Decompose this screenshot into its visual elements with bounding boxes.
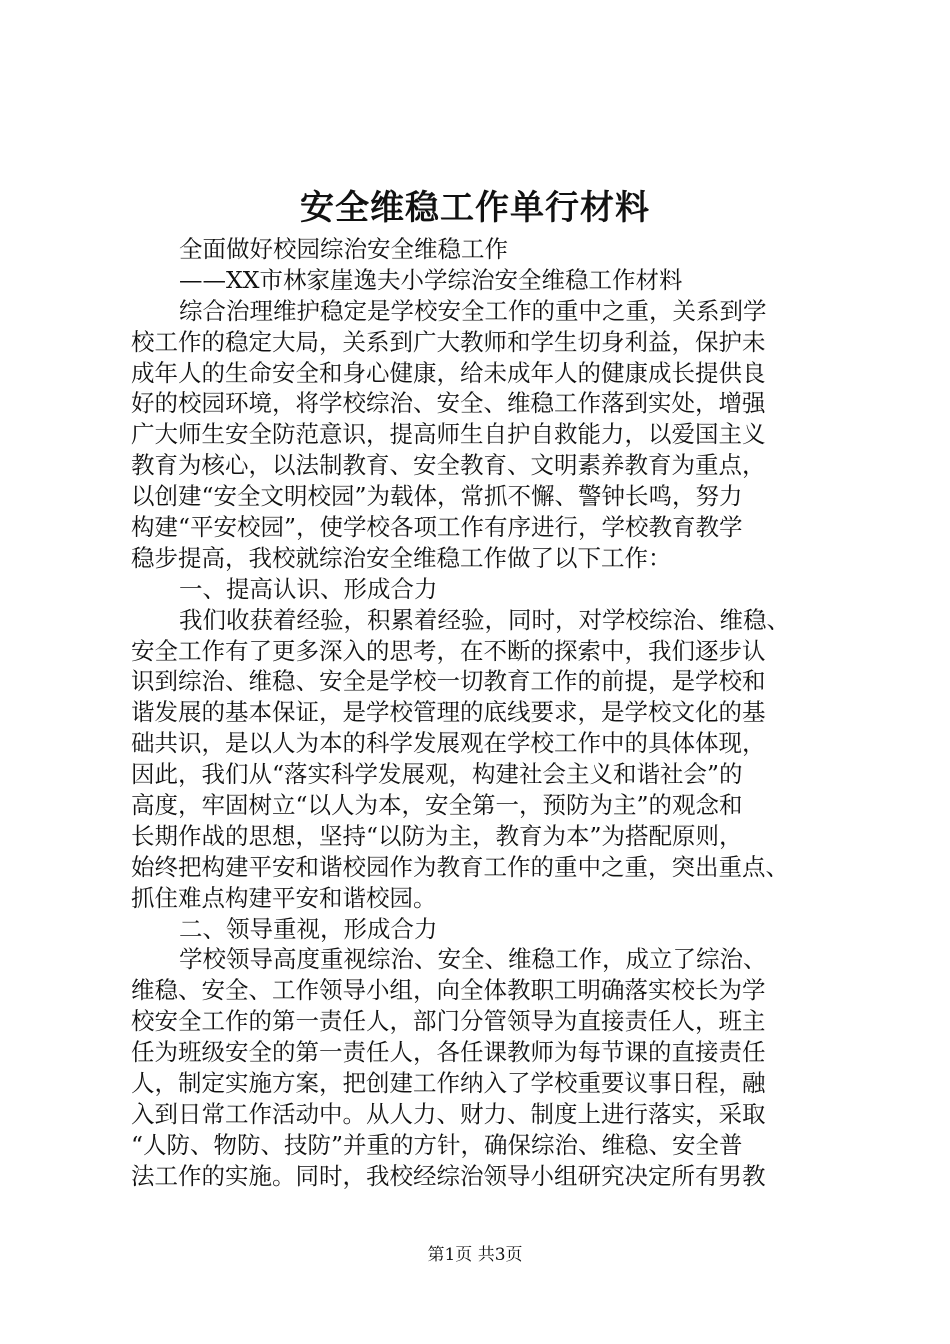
text-line: 入到日常工作活动中。从人力、财力、制度上进行落实，采取	[131, 1099, 766, 1128]
text-line: 一、提高认识、形成合力	[179, 574, 438, 603]
text-line: 长期作战的思想，坚持“以防为主，教育为本”为搭配原则，	[131, 821, 743, 850]
text-line: 全面做好校园综治安全维稳工作	[179, 235, 508, 263]
text-line: 二、领导重视，形成合力	[179, 914, 438, 943]
text-line: 成年人的生命安全和身心健康，给未成年人的健康成长提供良	[131, 358, 766, 387]
text-line: 维稳、安全、工作领导小组，向全体教职工明确落实校长为学	[131, 976, 766, 1005]
text-line: 抓住难点构建平安和谐校园。	[131, 883, 437, 912]
page-footer: 第1页 共3页	[427, 1245, 523, 1265]
text-line: 以创建“安全文明校园”为载体，常抓不懈、警钟长鸣，努力	[131, 482, 743, 511]
text-line: 高度，牢固树立“以人为本，安全第一，预防为主”的观念和	[131, 791, 743, 820]
text-line: ——XX市林家崖逸夫小学综治安全维稳工作材料	[179, 265, 683, 294]
text-line: 好的校园环境，将学校综治、安全、维稳工作落到实处，增强	[131, 389, 766, 418]
text-line: “人防、物防、技防”并重的方针，确保综治、维稳、安全普	[131, 1130, 743, 1159]
text-line: 谐发展的基本保证，是学校管理的底线要求，是学校文化的基	[131, 698, 766, 727]
text-line: 识到综治、维稳、安全是学校一切教育工作的前提，是学校和	[131, 667, 766, 696]
text-line: 综合治理维护稳定是学校安全工作的重中之重，关系到学	[179, 296, 767, 325]
text-line: 教育为核心，以法制教育、安全教育、文明素养教育为重点，	[131, 451, 766, 480]
text-line: 学校领导高度重视综治、安全、维稳工作，成立了综治、	[179, 945, 767, 974]
text-line: 广大师生安全防范意识，提高师生自护自救能力，以爱国主义	[131, 420, 766, 449]
text-line: 础共识，是以人为本的科学发展观在学校工作中的具体体现，	[131, 729, 766, 758]
text-line: 安全工作有了更多深入的思考，在不断的探索中，我们逐步认	[131, 636, 766, 665]
text-line: 因此，我们从“落实科学发展观，构建社会主义和谐社会”的	[131, 760, 743, 789]
text-line: 稳步提高，我校就综治安全维稳工作做了以下工作：	[131, 543, 672, 572]
document-body	[131, 234, 831, 1192]
text-line: 人，制定实施方案，把创建工作纳入了学校重要议事日程，融	[131, 1069, 766, 1098]
text-line: 构建“平安校园”，使学校各项工作有序进行，学校教育教学	[131, 513, 743, 542]
text-line: 任为班级安全的第一责任人，各任课教师为每节课的直接责任	[131, 1038, 766, 1067]
text-line: 校安全工作的第一责任人，部门分管领导为直接责任人，班主	[131, 1007, 766, 1036]
text-line: 始终把构建平安和谐校园作为教育工作的重中之重，突出重点、	[131, 852, 789, 881]
text-line: 法工作的实施。同时，我校经综治领导小组研究决定所有男教	[131, 1161, 766, 1190]
text-line: 我们收获着经验，积累着经验，同时，对学校综治、维稳、	[179, 605, 790, 634]
document-title: 安全维稳工作单行材料	[300, 188, 650, 228]
text-line: 校工作的稳定大局，关系到广大教师和学生切身利益，保护未	[131, 327, 766, 356]
